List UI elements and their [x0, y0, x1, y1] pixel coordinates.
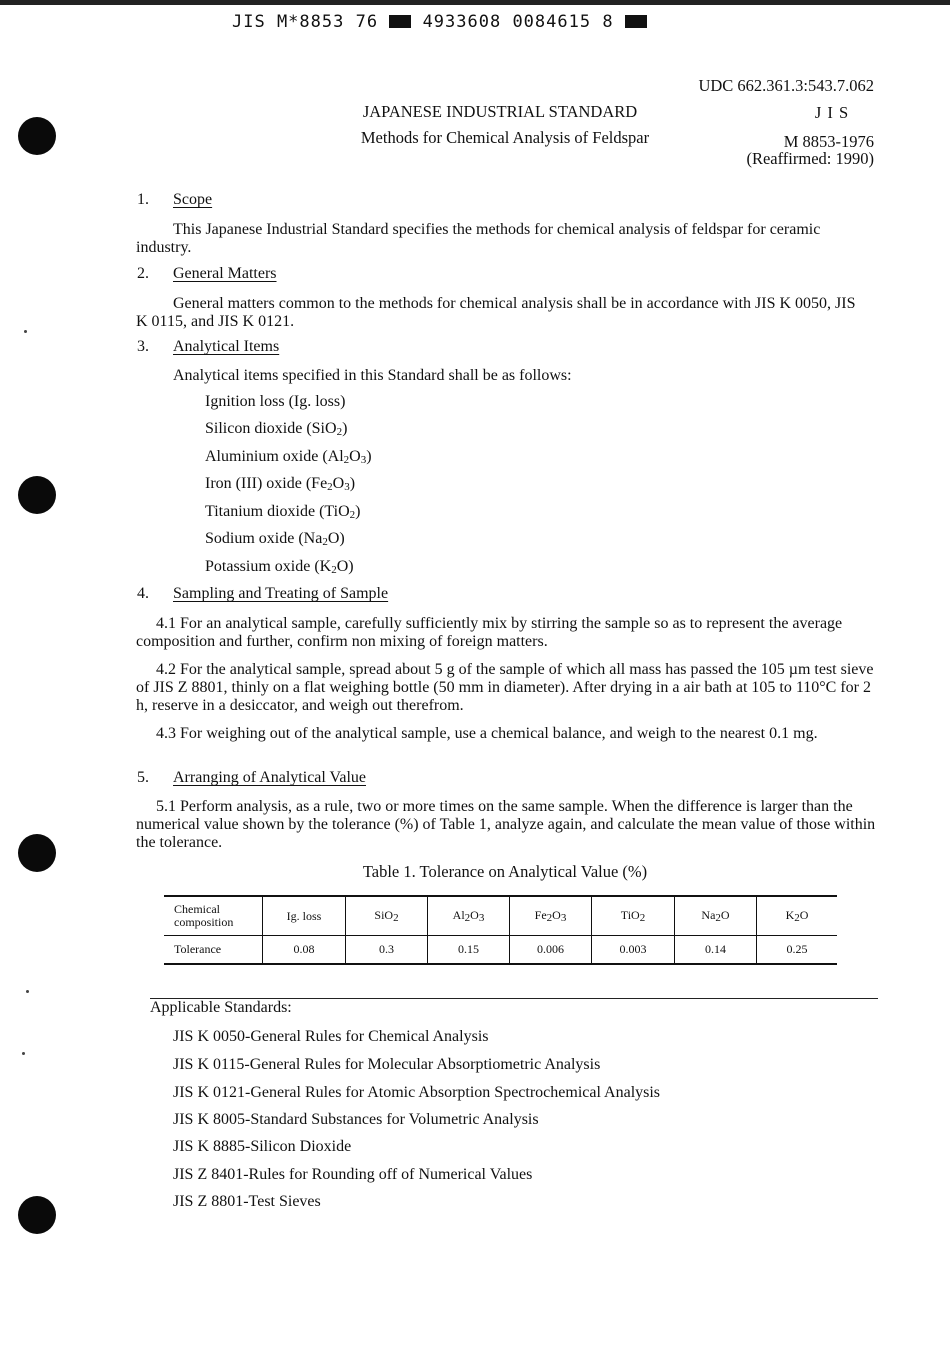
analytical-item: Iron (III) oxide $(Fe_2O_3)$ — [205, 475, 356, 493]
table-header-cell: $Fe_2O_3$ — [510, 896, 592, 936]
table-cell: 0.15 — [428, 936, 510, 965]
applicable-item: JIS K 8885-Silicon Dioxide — [173, 1138, 352, 1155]
applicable-item: JIS Z 8801-Test Sieves — [173, 1193, 321, 1210]
section-2-number: 2. — [137, 265, 149, 282]
binder-hole — [18, 476, 56, 514]
table-header-cell: TiO$_2$ — [592, 896, 675, 936]
udc-code: UDC 662.361.3:543.7.062 — [698, 76, 874, 95]
table-header-cell: $K_2O$ — [757, 896, 838, 936]
scan-speck — [24, 330, 27, 333]
table-cell: 0.006 — [510, 936, 592, 965]
section-4-number: 4. — [137, 585, 149, 602]
section-1-number: 1. — [137, 191, 149, 208]
scan-top-edge — [0, 0, 950, 5]
section-1-title: Scope — [173, 191, 213, 208]
applicable-item: JIS K 0115-General Rules for Molecular Absorptiometric Analysis — [173, 1056, 601, 1073]
table-cell: 0.25 — [757, 936, 838, 965]
table-header-cell: $Na_2O$ — [675, 896, 757, 936]
section-5-number: 5. — [137, 769, 149, 786]
header-stamp-left: JIS M*8853 76 — [232, 12, 379, 32]
binder-hole — [18, 1196, 56, 1234]
header-stamp-right: 4933608 0084615 8 — [422, 12, 614, 32]
table-cell: 0.08 — [263, 936, 346, 965]
binder-hole — [18, 117, 56, 155]
applicable-item: JIS Z 8401-Rules for Rounding off of Numerical Values — [173, 1166, 533, 1183]
applicable-heading: Applicable Standards: — [150, 999, 292, 1016]
analytical-item: Aluminium oxide $(Al_2O_3)$ — [205, 448, 372, 466]
table-caption: Table 1. Tolerance on Analytical Value (%) — [362, 862, 648, 881]
scan-speck — [26, 990, 29, 993]
analytical-item: Potassium oxide $(K_2O)$ — [205, 558, 354, 576]
paragraph-4-3: 4.3 For weighing out of the analytical sample, use a chemical balance, and weigh to the nearest 0.1 mg. — [156, 725, 818, 742]
paragraph-5-1: 5.1 Perform analysis, as a rule, two or more times on the same sample. When the difference is larger than the numerical value shown by the tolerance (%) of Table 1, analyze again, and calculate the mean value of those within the tolerance. — [136, 798, 876, 851]
paragraph-4-2: 4.2 For the analytical sample, spread about 5 g of the sample of which all mass has passed the 105 µm test sieve of JIS Z 8801, thinly on a flat weighing bottle (50 mm in diameter). After drying in a air bath at 105 to 110°C for 2 h, reserve in a desiccator, and weigh out therefrom. — [136, 661, 874, 714]
table-cell: 0.14 — [675, 936, 757, 965]
scan-speck — [22, 1052, 25, 1055]
document-number: M 8853-1976 — [783, 132, 874, 151]
redaction-block — [625, 15, 647, 28]
table-header-cell: $Al_2O_3$ — [428, 896, 510, 936]
table-header-cell: SiO$_2$ — [346, 896, 428, 936]
standard-org: JAPANESE INDUSTRIAL STANDARD — [362, 102, 638, 121]
binder-hole — [18, 834, 56, 872]
section-1-body: This Japanese Industrial Standard specifies the methods for chemical analysis of feldspar for ceramic industry. — [136, 221, 821, 256]
reaffirmed-note: (Reaffirmed: 1990) — [746, 149, 874, 168]
section-3-title: Analytical Items — [173, 338, 280, 355]
tolerance-table — [164, 895, 837, 965]
applicable-item: JIS K 8005-Standard Substances for Volumetric Analysis — [173, 1111, 539, 1128]
document-title: Methods for Chemical Analysis of Feldspar — [360, 128, 650, 147]
table-cell: 0.3 — [346, 936, 428, 965]
analytical-item: Silicon dioxide (SiO$_2$) — [205, 420, 348, 438]
table-header-row — [164, 896, 837, 936]
table-header-cell: Ig. loss — [263, 896, 346, 936]
applicable-item: JIS K 0050-General Rules for Chemical Analysis — [173, 1028, 489, 1045]
analytical-item: Sodium oxide $(Na_2O)$ — [205, 530, 345, 548]
redaction-block — [389, 15, 411, 28]
section-3-number: 3. — [137, 338, 149, 355]
table-cell: 0.003 — [592, 936, 675, 965]
analytical-item: Ignition loss (Ig. loss) — [205, 393, 346, 410]
section-2-body: General matters common to the methods for chemical analysis shall be in accordance with JIS K 0050, JIS K 0115, and JIS K 0121. — [136, 295, 856, 330]
section-5-title: Arranging of Analytical Value — [173, 769, 366, 786]
paragraph-4-1: 4.1 For an analytical sample, carefully sufficiently mix by stirring the sample so as to represent the average composition and further, confirm non mixing of foreign matters. — [136, 615, 843, 650]
jis-mark: J I S — [814, 103, 850, 122]
table-row-header: Tolerance — [164, 936, 263, 965]
section-4-title: Sampling and Treating of Sample — [173, 585, 389, 602]
table-row-header: Chemical composition — [164, 896, 263, 936]
applicable-item: JIS K 0121-General Rules for Atomic Absorption Spectrochemical Analysis — [173, 1084, 661, 1101]
table-row — [164, 936, 837, 965]
section-3-intro: Analytical items specified in this Standard shall be as follows: — [173, 367, 572, 384]
header-stamp — [232, 12, 647, 32]
analytical-item: Titanium dioxide (TiO$_2$) — [205, 503, 361, 521]
section-2-title: General Matters — [173, 265, 277, 282]
